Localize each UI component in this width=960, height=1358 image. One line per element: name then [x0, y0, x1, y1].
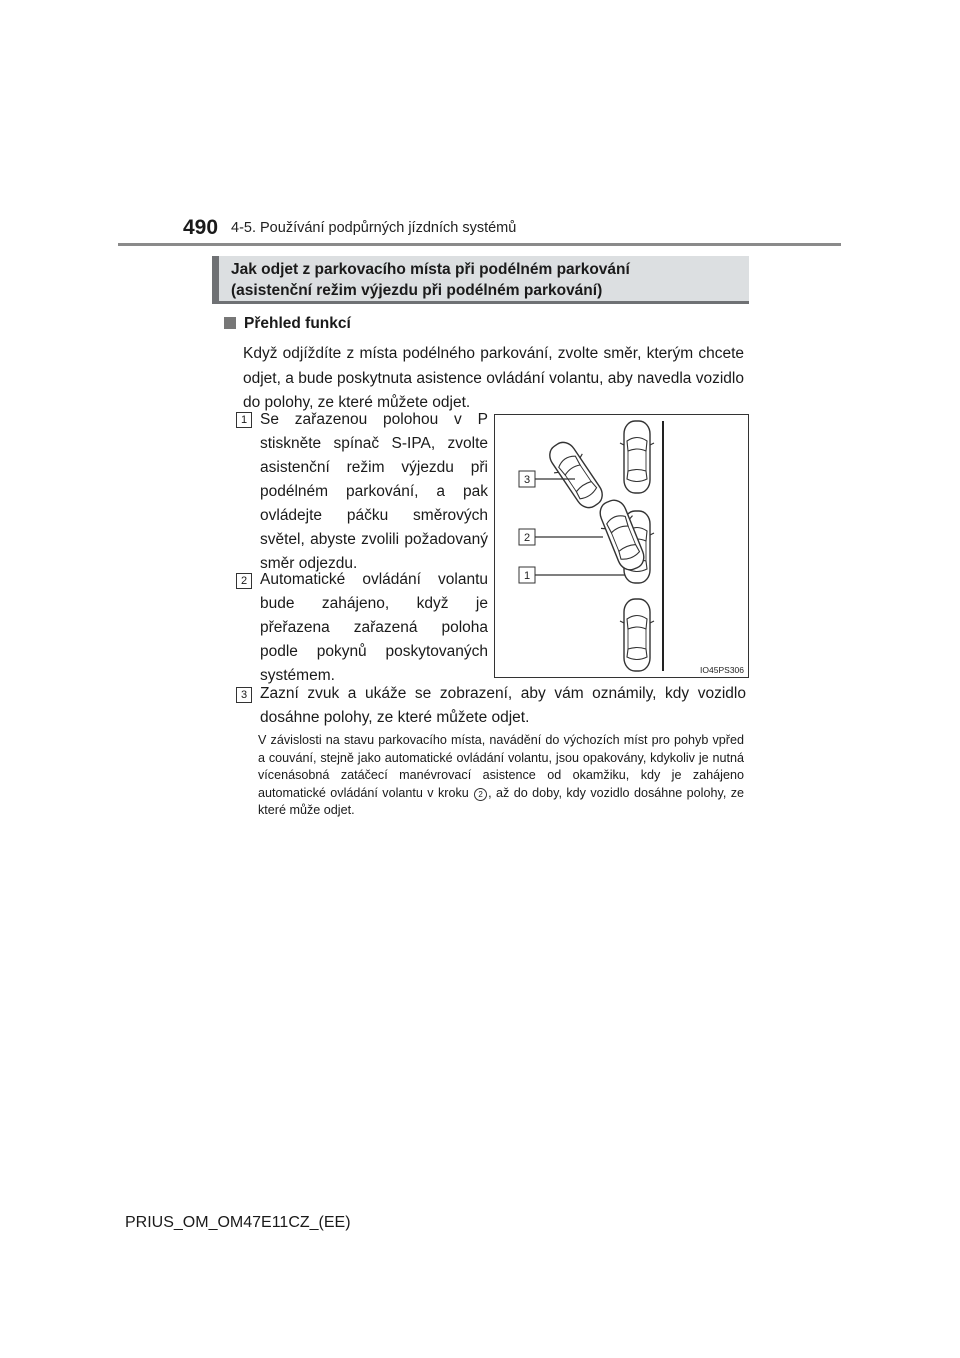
- callout-label: 2: [523, 532, 531, 544]
- step-number-badge: 2: [236, 573, 252, 589]
- note-paragraph: [258, 732, 744, 820]
- parking-exit-diagram: [494, 414, 749, 678]
- header-divider: [118, 243, 841, 246]
- document-code: PRIUS_OM_OM47E11CZ_(EE): [125, 1214, 351, 1231]
- step-text: Se zařazenou polohou v P stiskněte spínač S-IPA, zvolte asistenční režim výjezdu při podélném parkování, a pak ovládejte páčku směrových světel, abyste zvolili požadovaný směr odjezdu.: [260, 411, 488, 572]
- section-title-line2: (asistenční režim výjezdu při podélném parkování): [231, 282, 603, 299]
- step-number-badge: 3: [236, 687, 252, 703]
- figure-code: IO45PS306: [700, 665, 744, 675]
- chapter-title: 4-5. Používání podpůrných jízdních systémů: [231, 220, 517, 236]
- subsection-heading: [224, 315, 351, 333]
- step-number-badge: 1: [236, 412, 252, 428]
- page-number: 490: [183, 216, 219, 239]
- square-bullet-icon: [224, 317, 236, 329]
- note-text-after: , až do doby, kdy vozidlo dosáhne polohy, ze které může odjet.: [258, 785, 745, 817]
- step-text: Zazní zvuk a ukáže se zobrazení, aby vám oznámily, kdy vozidlo dosáhne polohy, ze které můžete odjet.: [260, 685, 746, 726]
- step-reference-badge: 2: [474, 788, 487, 801]
- intro-paragraph: Když odjíždíte z místa podélného parkování, zvolte směr, kterým chcete odjet, a bude poskytnuta asistence ovládání volantu, aby navedla vozidlo do polohy, ze které můžete odjet.: [243, 345, 744, 411]
- section-title-line1: Jak odjet z parkovacího místa při podélném parkování: [231, 261, 630, 278]
- parked-car-front: [620, 421, 654, 493]
- parked-car-rear: [620, 599, 654, 671]
- diagram-graphic: [495, 415, 748, 677]
- step-text: Automatické ovládání volantu bude zahájeno, když je přeřazena zařazená poloha podle pokynů poskytovaných systémem.: [260, 571, 488, 684]
- car-position-exit: [542, 436, 610, 515]
- callout-label: 1: [523, 570, 531, 582]
- section-heading: [212, 256, 749, 304]
- subsection-title: Přehled funkcí: [244, 315, 351, 332]
- note-text-before: V závislosti na stavu parkovacího místa, navádění do výchozích míst pro pohyb vpřed a couvání, stejně jako automatické ovládání volantu, jsou opakovány, kdykoliv je nutná vícenásobná zatáčecí manévrovací asistence od okamžiku, kdy je zahájeno automatické ovládání volantu v kroku: [258, 733, 744, 800]
- callout-label: 3: [523, 474, 531, 486]
